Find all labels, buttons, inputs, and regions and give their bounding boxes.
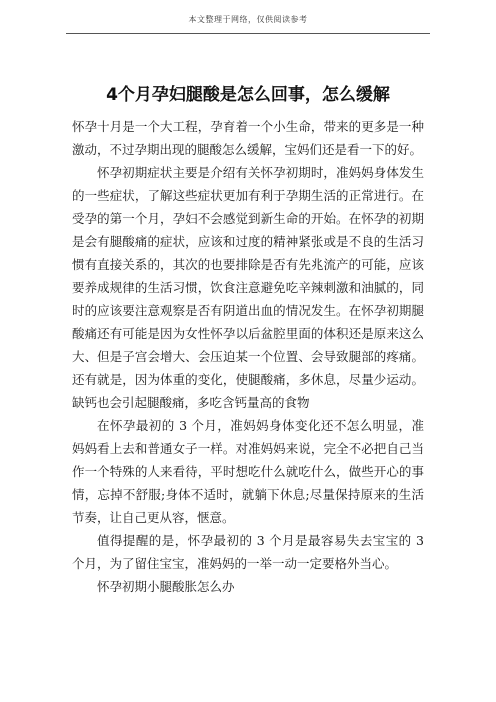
paragraph-reminder: 值得提醒的是，怀孕最初的 3 个月是最容易失去宝宝的 3 个月，为了留住宝宝，准妈妈的一举一动一定要格外当心。 [72,533,424,571]
header-divider [66,33,430,34]
document-body [72,115,424,598]
paragraph-intro: 怀孕十月是一个大工程，孕育着一个小生命，带来的更多是一种激动，不过孕期出现的腿酸怎么缓解，宝妈们还是看一下的好。 [72,119,424,157]
paragraph-first-three-months: 在怀孕最初的 3 个月，准妈妈身体变化还不怎么明显，准妈妈看上去和普通女子一样。对准妈妈来说，完全不必把自己当作一个特殊的人来看待，平时想吃什么就吃什么，做些开心的事情，忘掉不舒服;身体不适时，就躺下休息;尽量保持原来的生活节奏，让自己更从容，惬意。 [72,418,424,525]
paragraph-subheading: 怀孕初期小腿酸胀怎么办 [97,579,235,594]
paragraph-early-symptoms: 怀孕初期症状主要是介绍有关怀孕初期时，准妈妈身体发生的一些症状，了解这些症状更加有利于孕期生活的正常进行。在受孕的第一个月，孕妇不会感觉到新生命的开始。在怀孕的初期是会有腿酸痛的症状，应该和过度的精神紧张或是不良的生活习惯有直接关系的，其次的也要排除是否有先兆流产的可能，应该要养成规律的生活习惯，饮食注意避免吃辛辣刺激和油腻的，同时的应该要注意观察是否有阴道出血的情况发生。在怀孕初期腿酸痛还有可能是因为女性怀孕以后盆腔里面的体积还是原来这么大、但是子宫会增大、会压迫某一个位置、会导致腿部的疼痛。还有就是，因为体重的变化，使腿酸痛，多休息，尽量少运动。缺钙也会引起腿酸痛，多吃含钙量高的食物 [72,165,424,410]
document-title: 4个月孕妇腿酸是怎么回事，怎么缓解 [106,85,390,105]
page-header-note: 本文整理于网络，仅供阅读参考 [188,15,308,24]
